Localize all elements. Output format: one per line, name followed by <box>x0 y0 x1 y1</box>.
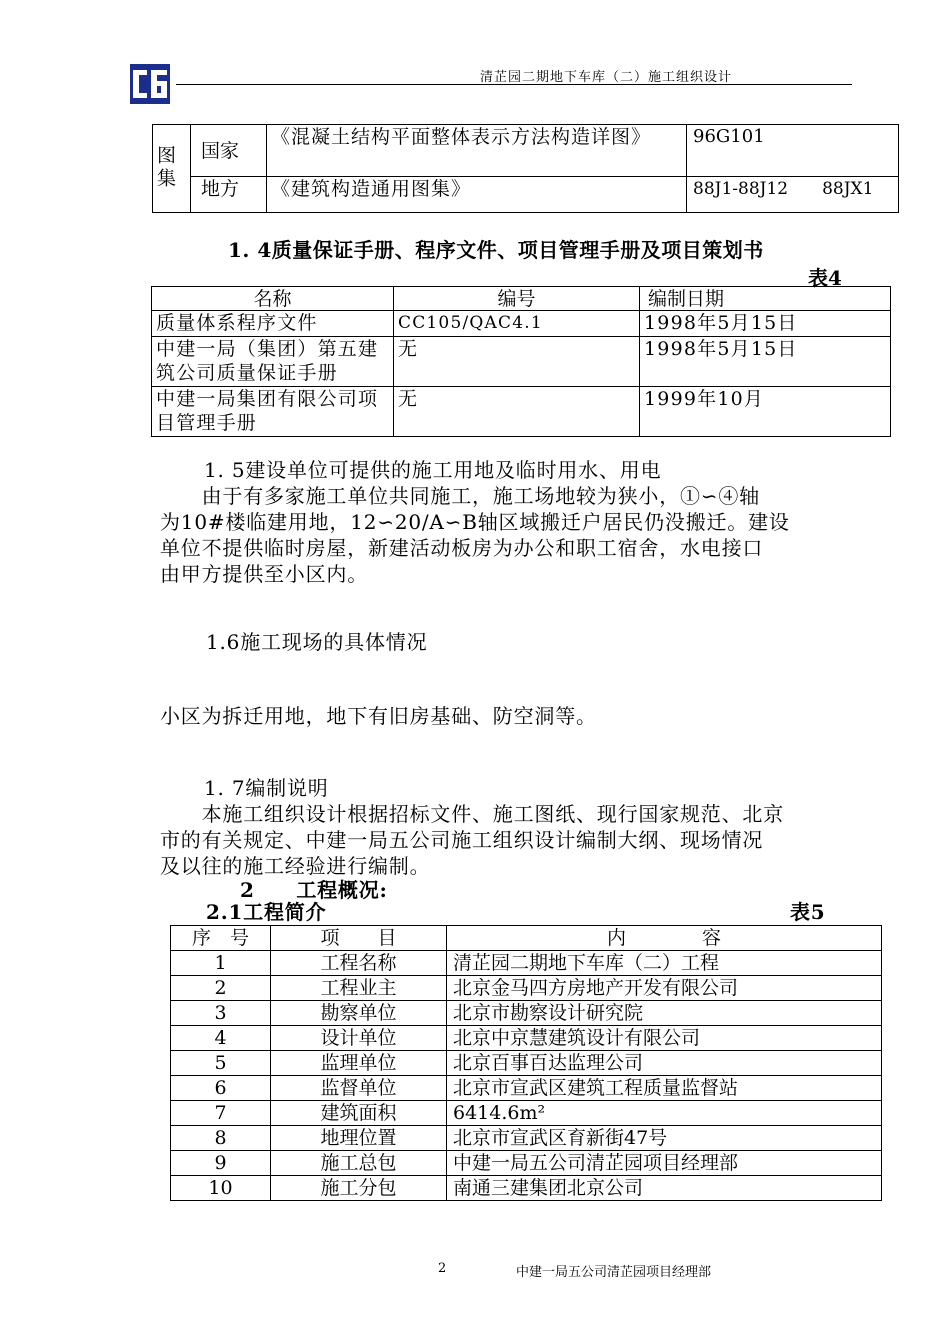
page-number: 2 <box>438 1261 447 1276</box>
row-content: 中建一局五公司清芷园项目经理部 <box>447 1151 882 1176</box>
row-item: 监理单位 <box>271 1051 447 1076</box>
column-header: 编号 <box>394 287 640 311</box>
table-row <box>171 1151 882 1176</box>
row-number: 2 <box>171 976 271 1001</box>
doc-date: 1998年5月15日 <box>640 311 891 337</box>
row-number: 1 <box>171 951 271 976</box>
row-content: 北京市宣武区育新街47号 <box>447 1126 882 1151</box>
row-content: 6414.6m² <box>447 1101 882 1126</box>
section-1-4-heading: 1. 4质量保证手册、程序文件、项目管理手册及项目策划书 <box>228 238 764 262</box>
section-1-6-body: 小区为拆迁用地，地下有旧房基础、防空洞等。 <box>160 704 597 728</box>
column-header: 编制日期 <box>640 287 891 311</box>
table-row <box>171 976 882 1001</box>
table-5-label: 表5 <box>790 900 826 924</box>
doc-code: 无 <box>394 387 640 437</box>
table-row <box>171 1126 882 1151</box>
row-number: 3 <box>171 1001 271 1026</box>
row-content: 清芷园二期地下车库（二）工程 <box>447 951 882 976</box>
row-item: 工程名称 <box>271 951 447 976</box>
doc-name: 中建一局集团有限公司项目管理手册 <box>152 387 394 437</box>
table-row <box>171 1001 882 1026</box>
paragraph-line: 由于有多家施工单位共同施工，施工场地较为狭小，①∽④轴 <box>160 484 760 508</box>
paragraph-line: 单位不提供临时房屋，新建活动板房为办公和职工宿舍，水电接口 <box>160 536 764 560</box>
figures-row-name: 《混凝土结构平面整体表示方法构造详图》 <box>267 125 687 177</box>
section-2-heading: 2 工程概况: <box>240 878 388 902</box>
figures-row-name: 《建筑构造通用图集》 <box>267 177 687 213</box>
row-number: 5 <box>171 1051 271 1076</box>
figures-row-code: 88J1-88J12 88JX1 <box>687 177 899 213</box>
row-item: 建筑面积 <box>271 1101 447 1126</box>
row-number: 6 <box>171 1076 271 1101</box>
column-header: 序 号 <box>171 926 271 951</box>
section-2-1-heading: 2.1工程简介 <box>206 900 327 924</box>
footer-org: 中建一局五公司清芷园项目经理部 <box>516 1265 712 1280</box>
project-info-table <box>170 925 882 1201</box>
row-number: 9 <box>171 1151 271 1176</box>
row-number: 4 <box>171 1026 271 1051</box>
table-row <box>152 387 891 437</box>
doc-date: 1999年10月 <box>640 387 891 437</box>
figures-row-code: 96G101 <box>687 125 899 177</box>
section-1-7-heading: 1. 7编制说明 <box>204 776 329 800</box>
table-row <box>152 337 891 387</box>
row-item: 监督单位 <box>271 1076 447 1101</box>
doc-code: 无 <box>394 337 640 387</box>
row-content: 南通三建集团北京公司 <box>447 1176 882 1201</box>
row-content: 北京中京慧建筑设计有限公司 <box>447 1026 882 1051</box>
row-number: 7 <box>171 1101 271 1126</box>
paragraph-line: 市的有关规定、中建一局五公司施工组织设计编制大纲、现场情况 <box>160 828 764 852</box>
header-title: 清芷园二期地下车库（二）施工组织设计 <box>480 70 733 85</box>
figures-group-label: 图集 <box>153 125 191 213</box>
table-row <box>171 1176 882 1201</box>
table-row <box>171 1076 882 1101</box>
row-content: 北京市宣武区建筑工程质量监督站 <box>447 1076 882 1101</box>
paragraph-line: 为10#楼临建用地，12∽20/A∽B轴区域搬迁户居民仍没搬迁。建设 <box>160 510 790 534</box>
column-header: 名称 <box>152 287 394 311</box>
section-1-6-heading: 1.6施工现场的具体情况 <box>206 630 428 654</box>
row-content: 北京市勘察设计研究院 <box>447 1001 882 1026</box>
table-row <box>152 311 891 337</box>
row-number: 10 <box>171 1176 271 1201</box>
paragraph-line: 由甲方提供至小区内。 <box>160 562 368 586</box>
paragraph-line: 本施工组织设计根据招标文件、施工图纸、现行国家规范、北京 <box>160 802 784 826</box>
quality-docs-table <box>151 286 891 437</box>
table-4-label: 表4 <box>808 266 842 290</box>
figures-table <box>152 124 899 213</box>
table-row <box>171 1101 882 1126</box>
row-item: 施工分包 <box>271 1176 447 1201</box>
doc-code: CC105/QAC4.1 <box>394 311 640 337</box>
column-header: 内 容 <box>447 926 882 951</box>
row-item: 勘察单位 <box>271 1001 447 1026</box>
table-row <box>171 951 882 976</box>
table-row <box>171 1051 882 1076</box>
row-content: 北京百事百达监理公司 <box>447 1051 882 1076</box>
row-item: 施工总包 <box>271 1151 447 1176</box>
table-row <box>171 1026 882 1051</box>
figures-row-level: 国家 <box>191 125 267 177</box>
row-item: 设计单位 <box>271 1026 447 1051</box>
section-1-5-heading: 1. 5建设单位可提供的施工用地及临时用水、用电 <box>204 458 662 482</box>
column-header: 项 目 <box>271 926 447 951</box>
row-number: 8 <box>171 1126 271 1151</box>
doc-date: 1998年5月15日 <box>640 337 891 387</box>
doc-name: 质量体系程序文件 <box>152 311 394 337</box>
doc-name: 中建一局（集团）第五建筑公司质量保证手册 <box>152 337 394 387</box>
row-item: 工程业主 <box>271 976 447 1001</box>
row-item: 地理位置 <box>271 1126 447 1151</box>
paragraph-line: 及以往的施工经验进行编制。 <box>160 854 431 878</box>
header-rule <box>176 84 852 85</box>
company-logo <box>130 64 170 104</box>
row-content: 北京金马四方房地产开发有限公司 <box>447 976 882 1001</box>
figures-row-level: 地方 <box>191 177 267 213</box>
